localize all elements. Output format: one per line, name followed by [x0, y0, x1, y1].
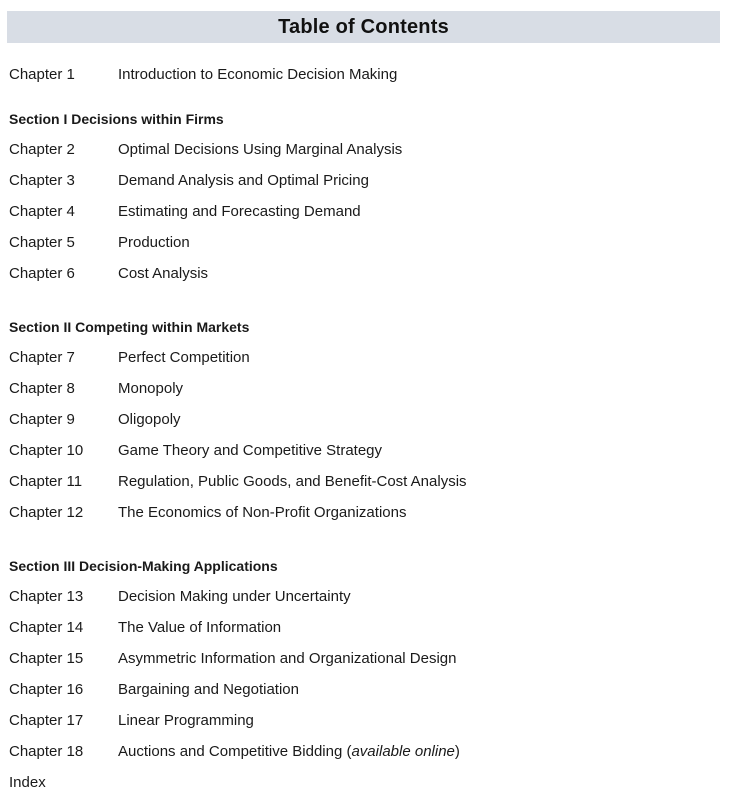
chapter-number: Chapter 3: [9, 172, 75, 189]
title-bar: [7, 11, 720, 43]
chapter-title: Decision Making under Uncertainty: [118, 588, 351, 605]
chapter-number: Chapter 13: [9, 588, 84, 605]
chapter-title-close: ): [454, 743, 460, 760]
chapter-number: Chapter 4: [9, 203, 75, 220]
chapter-title: Optimal Decisions Using Marginal Analysis: [118, 141, 403, 158]
chapter-number: Chapter 2: [9, 141, 75, 158]
chapter-title: Perfect Competition: [118, 349, 250, 366]
chapter-title: Monopoly: [118, 380, 184, 397]
availability-note: available online: [351, 743, 455, 760]
chapter-number: Chapter 10: [9, 442, 84, 459]
section-heading-2: Section II Competing within Markets: [9, 319, 250, 335]
chapter-number: Chapter 5: [9, 234, 75, 251]
chapter-title: Demand Analysis and Optimal Pricing: [118, 172, 369, 189]
chapter-title: Production: [118, 234, 190, 251]
chapter-title: Game Theory and Competitive Strategy: [118, 442, 383, 459]
section-heading-1: Section I Decisions within Firms: [9, 111, 224, 127]
section-heading-3: Section III Decision-Making Applications: [9, 558, 278, 574]
chapter-number: Chapter 17: [9, 712, 84, 729]
chapter-title: The Value of Information: [118, 619, 282, 636]
chapter-number: Chapter 1: [9, 66, 75, 83]
chapter-number: Chapter 7: [9, 349, 75, 366]
chapter-number: Chapter 8: [9, 380, 75, 397]
chapter-number: Chapter 11: [9, 473, 83, 490]
chapter-title: Bargaining and Negotiation: [118, 681, 299, 698]
chapter-number: Chapter 6: [9, 265, 75, 282]
chapter-title: Introduction to Economic Decision Making: [118, 66, 398, 83]
chapter-number: Chapter 18: [9, 743, 84, 760]
chapter-number: Chapter 9: [9, 411, 75, 428]
chapter-title: Linear Programming: [118, 712, 254, 729]
chapter-title: [118, 742, 460, 762]
chapter-title: Asymmetric Information and Organizational Design: [118, 650, 457, 667]
chapter-title-main: Auctions and Competitive Bidding (: [118, 743, 352, 760]
chapter-number: Chapter 14: [9, 619, 84, 636]
toc-entry-index[interactable]: Index: [9, 774, 46, 791]
chapter-title: Cost Analysis: [118, 265, 209, 282]
page-title: Table of Contents: [278, 15, 449, 38]
chapter-title: Regulation, Public Goods, and Benefit-Cost Analysis: [118, 473, 467, 490]
chapter-number: Chapter 15: [9, 650, 84, 667]
chapter-title: The Economics of Non-Profit Organizations: [118, 504, 407, 521]
chapter-number: Chapter 16: [9, 681, 84, 698]
chapter-title: Oligopoly: [118, 411, 181, 428]
chapter-number: Chapter 12: [9, 504, 84, 521]
chapter-title: Estimating and Forecasting Demand: [118, 203, 361, 220]
